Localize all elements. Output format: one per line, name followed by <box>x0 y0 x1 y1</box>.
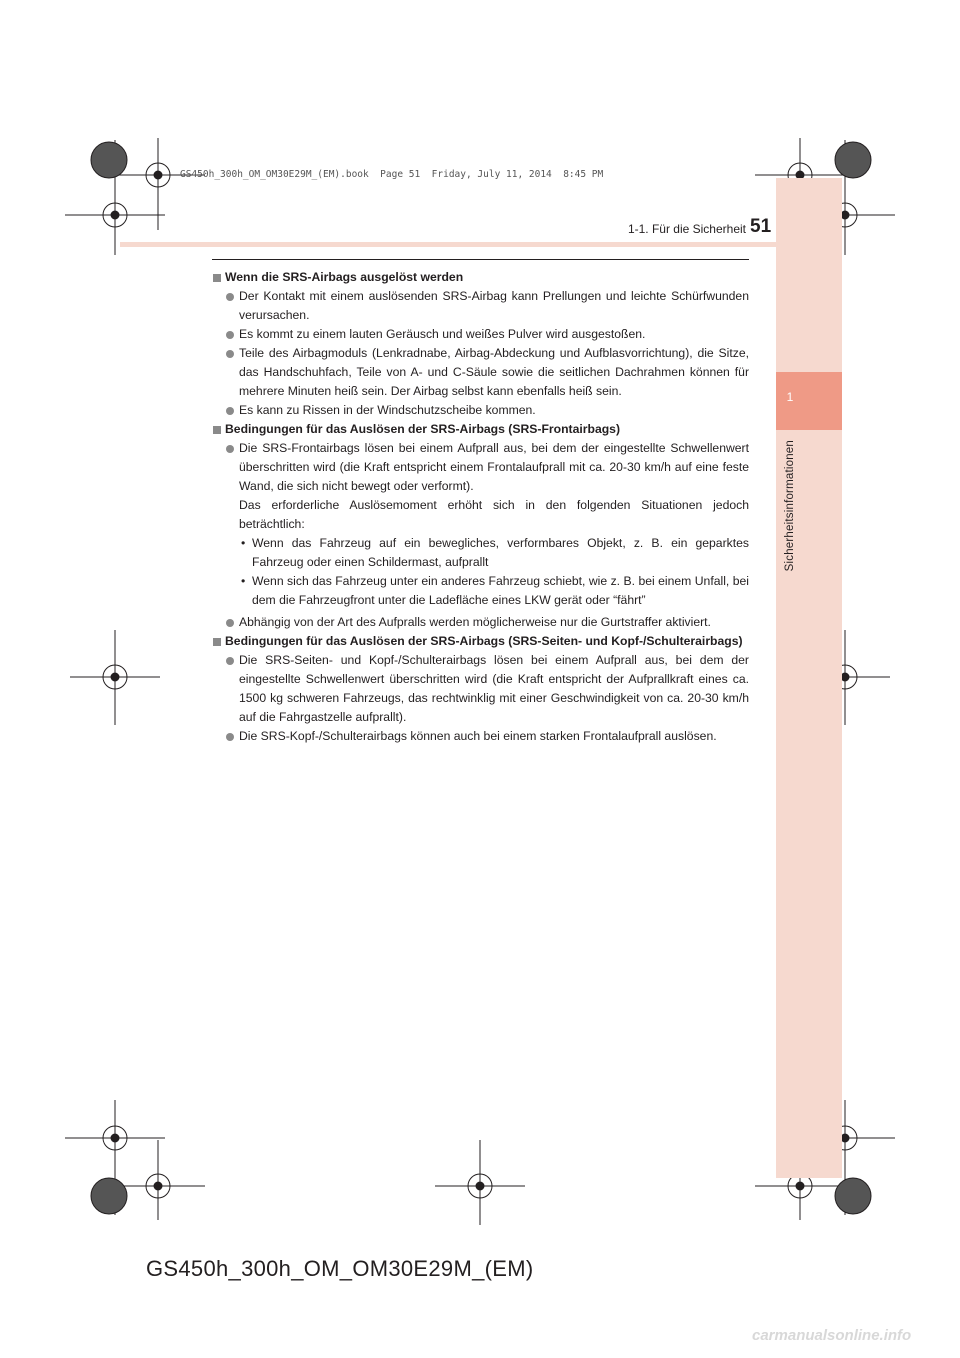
chapter-number: 1 <box>786 390 794 404</box>
site-watermark: carmanualsonline.info <box>752 1327 912 1344</box>
document-code-footer: GS450h_300h_OM_OM30E29M_(EM) <box>146 1256 534 1281</box>
section-title: 1-1. Für die Sicherheit <box>627 222 746 236</box>
book-info-line: GS450h_300h_OM_OM30E29M_(EM).book Page 51 Friday, July 11, 2014 8:45 PM <box>180 169 604 180</box>
body-paragraph: Das erforderliche Auslösemoment erhöht sich in den folgenden Situationen jedoch beträchtlich: <box>239 498 749 531</box>
section-heading: Bedingungen für das Auslösen der SRS-Airbags (SRS-Frontairbags) <box>212 420 749 439</box>
bullet-item: Abhängig von der Art des Aufpralls werden möglicherweise nur die Gurtstraffer aktiviert. <box>212 613 749 632</box>
bullet-item: Die SRS-Frontairbags lösen bei einem Aufprall aus, bei dem der eingestellte Schwellenwert überschritten wird (die Kraft entspricht einem Frontalaufprall mit ca. 20-30 km/h auf eine feste Wand, die sich nicht bewegt oder verformt). <box>212 439 749 496</box>
bullet-item: Teile des Airbagmoduls (Lenkradnabe, Airbag-Abdeckung und Aufblasvorrichtung), die Sitze, das Handschuhfach, Teile von A- und C-Säule sowie die seitlichen Dachrahmen können für mehrere Minuten heiß sein. Der Airbag selbst kann ebenfalls heiß sein. <box>212 344 749 401</box>
bullet-item: Es kann zu Rissen in der Windschutzscheibe kommen. <box>212 401 749 420</box>
bullet-item: Die SRS-Seiten- und Kopf-/Schulterairbags lösen bei einem Aufprall aus, bei dem der eingestellte Schwellenwert überschritten wird (die Kraft entspricht der Aufprallkraft eines ca. 1500 kg schweren Fahrzeugs, das rechtwinklig mit einer Geschwindigkeit von ca. 20-30 km/h auf die Fahrgastzelle aufprallt). <box>212 651 749 727</box>
page-number: 51 <box>750 216 772 237</box>
bullet-item: Die SRS-Kopf-/Schulterairbags können auch bei einem starken Frontalaufprall auslösen. <box>212 727 749 746</box>
header-band <box>120 242 776 247</box>
bullet-item: Es kommt zu einem lauten Geräusch und weißes Pulver wird ausgestoßen. <box>212 325 749 344</box>
section-heading: Wenn die SRS-Airbags ausgelöst werden <box>212 268 749 287</box>
chapter-side-band <box>776 178 842 1178</box>
header-rule <box>212 259 749 260</box>
bullet-item: Der Kontakt mit einem auslösenden SRS-Airbag kann Prellungen und leichte Schürfwunden verursachen. <box>212 287 749 325</box>
chapter-label: Sicherheitsinformationen <box>784 440 796 572</box>
main-content <box>212 268 749 746</box>
sub-list-item: • Wenn sich das Fahrzeug unter ein anderes Fahrzeug schiebt, wie z. B. bei einem Unfall, bei dem die Fahrzeugfront unter die Ladefläche eines LKW gerät oder “fährt” <box>212 572 749 610</box>
section-heading: Bedingungen für das Auslösen der SRS-Airbags (SRS-Seiten- und Kopf-/Schulterairbags) <box>212 632 749 651</box>
sub-list-item: • Wenn das Fahrzeug auf ein bewegliches, verformbares Objekt, z. B. ein geparktes Fahrzeug oder einen Schildermast, aufprallt <box>212 534 749 572</box>
